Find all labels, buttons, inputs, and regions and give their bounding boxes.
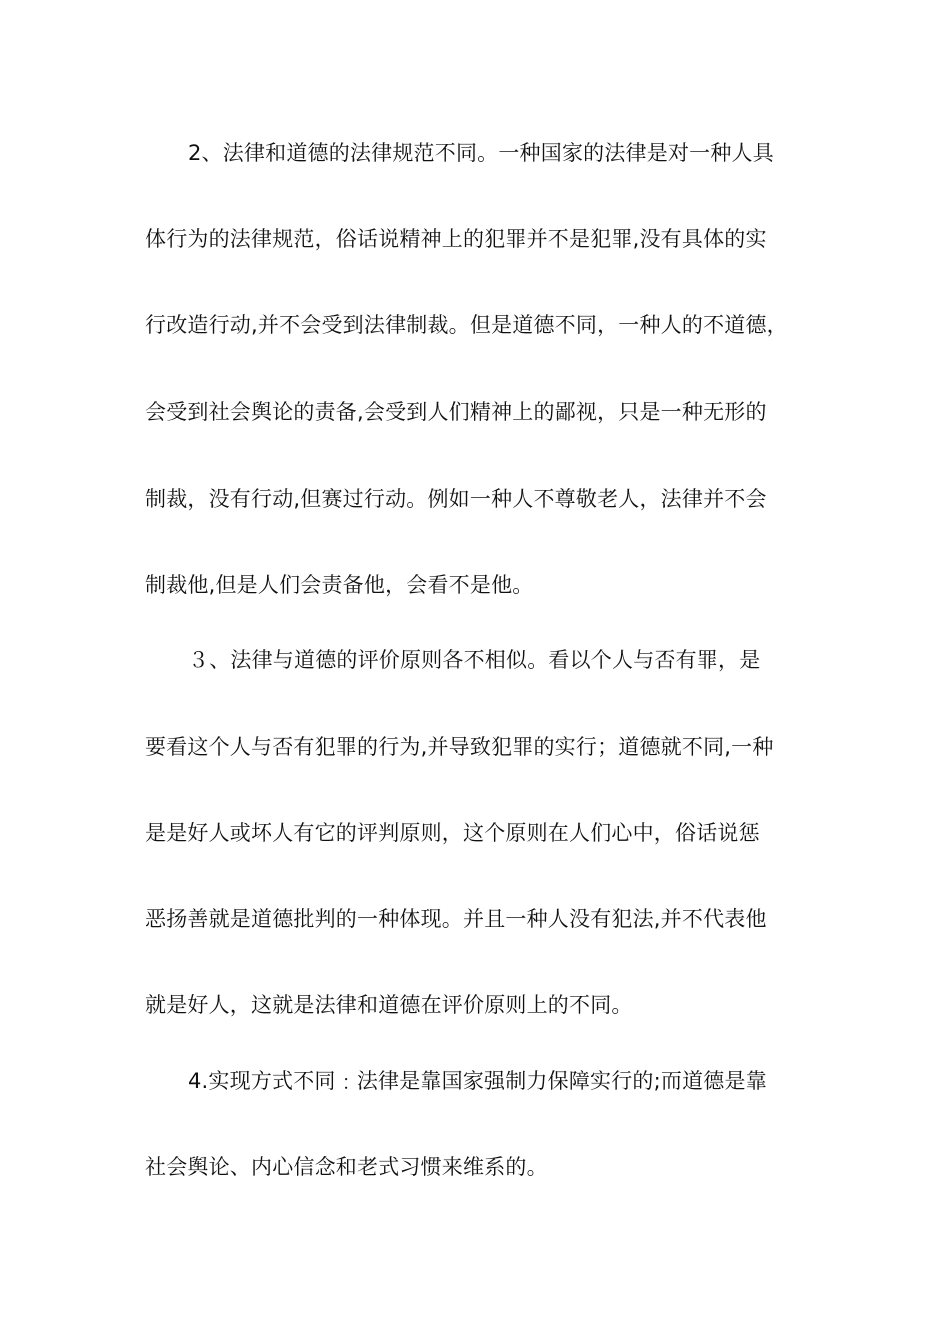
paragraph-3-line-5: 就是好人，这就是法律和道德在评价原则上的不同。 [145,993,633,1017]
paragraph-3-line-3: 是是好人或坏人有它的评判原则，这个原则在人们心中，俗话说惩 [145,821,760,845]
paragraph-4-line-1: 4.实现方式不同﹕法律是靠国家强制力保障实行的;而道德是靠 [188,1069,767,1093]
paragraph-2-line-2: 体行为的法律规范，俗话说精神上的犯罪并不是犯罪,没有具体的实 [145,227,767,251]
paragraph-2-line-6: 制裁他,但是人们会责备他，会看不是他。 [145,573,534,597]
paragraph-3-line-2: 要看这个人与否有犯罪的行为,并导致犯罪的实行；道德就不同,一种 [145,735,774,759]
paragraph-2-line-5: 制裁，没有行动,但赛过行动。例如一种人不尊敬老人，法律并不会 [145,487,767,511]
paragraph-2-line-1: 2、法律和道德的法律规范不同。一种国家的法律是对一种人具 [188,141,774,165]
paragraph-3-line-1: ３、法律与道德的评价原则各不相似。看以个人与否有罪，是 [188,648,761,672]
paragraph-2-line-3: 行改造行动,并不会受到法律制裁。但是道德不同，一种人的不道德， [145,313,788,337]
paragraph-4-line-2: 社会舆论、内心信念和老式习惯来维系的。 [145,1155,548,1179]
paragraph-3-line-4: 恶扬善就是道德批判的一种体现。并且一种人没有犯法,并不代表他 [145,907,767,931]
paragraph-2-line-4: 会受到社会舆论的责备,会受到人们精神上的鄙视，只是一种无形的 [145,400,767,424]
